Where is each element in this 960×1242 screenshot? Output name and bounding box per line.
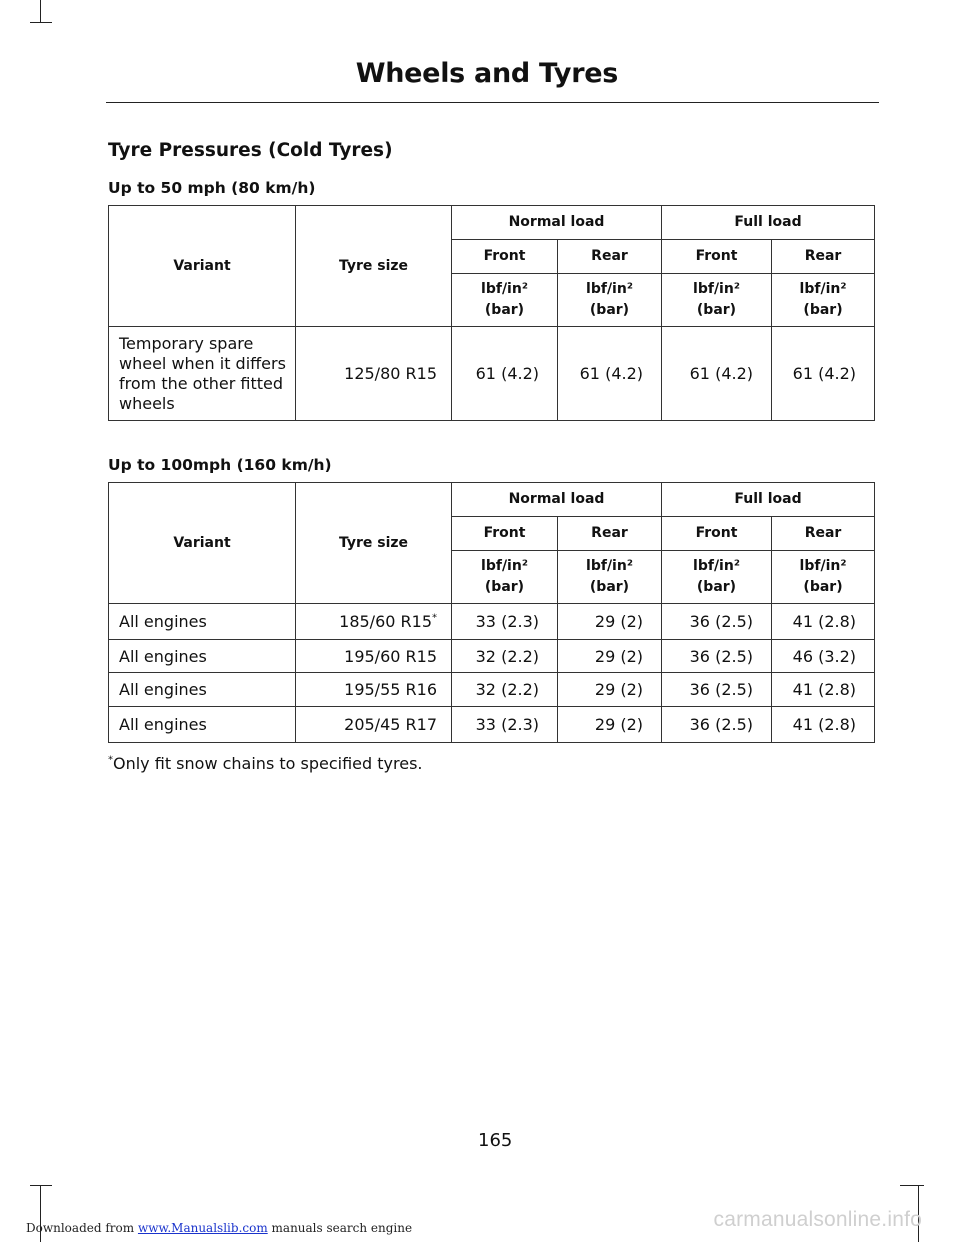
page-number: 165	[478, 1130, 513, 1151]
unit-header	[662, 274, 772, 327]
tyre-size-value: 185/60 R15	[339, 612, 432, 631]
normal-front-cell: 32 (2.2)	[452, 640, 558, 673]
unit-sub-label: (bar)	[589, 579, 630, 595]
variant-cell: All engines	[109, 604, 296, 640]
column-header-normal-load: Normal load	[452, 483, 662, 517]
column-header-variant: Variant	[109, 206, 296, 327]
unit-sub-label: (bar)	[803, 579, 843, 595]
normal-front-cell: 33 (2.3)	[452, 604, 558, 640]
column-header-full-load: Full load	[662, 483, 875, 517]
unit-header	[662, 551, 772, 604]
footnote	[108, 754, 422, 773]
normal-rear-cell: 29 (2)	[558, 707, 662, 743]
column-header-rear: Rear	[558, 517, 662, 551]
unit-label: lbf/in²	[481, 281, 528, 297]
watermark-text: carmanualsonline.info	[713, 1208, 922, 1231]
unit-header	[558, 274, 662, 327]
unit-label: lbf/in²	[799, 558, 847, 574]
tyre-size-value: 205/45 R17	[344, 715, 437, 734]
table-row	[109, 604, 875, 640]
full-front-cell: 36 (2.5)	[662, 673, 772, 707]
normal-rear-cell: 29 (2)	[558, 673, 662, 707]
full-front-cell: 36 (2.5)	[662, 640, 772, 673]
tyre-size-value: 125/80 R15	[344, 364, 437, 383]
variant-cell: All engines	[109, 707, 296, 743]
header-divider	[106, 102, 879, 103]
tyre-size-value: 195/60 R15	[344, 646, 437, 666]
tyre-pressure-table	[108, 205, 875, 421]
tyre-size-cell	[296, 673, 452, 707]
variant-cell: All engines	[109, 673, 296, 707]
variant-cell: All engines	[109, 640, 296, 673]
unit-sub-label: (bar)	[589, 302, 630, 318]
manualslib-link[interactable]: www.Manualslib.com	[137, 1221, 268, 1235]
table-subtitle: Up to 100mph (160 km/h)	[108, 456, 332, 474]
normal-front-cell: 33 (2.3)	[452, 707, 558, 743]
footnote-marker: *	[432, 612, 437, 624]
full-front-cell: 36 (2.5)	[662, 604, 772, 640]
unit-label: lbf/in²	[693, 281, 740, 297]
column-header-tyre-size: Tyre size	[296, 483, 452, 604]
unit-header	[772, 274, 875, 327]
table-row	[109, 673, 875, 707]
tyre-size-cell	[296, 604, 452, 640]
column-header-rear: Rear	[558, 240, 662, 274]
normal-front-cell: 32 (2.2)	[452, 673, 558, 707]
unit-sub-label: (bar)	[696, 302, 737, 318]
unit-sub-label: (bar)	[484, 302, 525, 318]
footer-suffix: manuals search engine	[271, 1221, 413, 1235]
normal-rear-cell: 29 (2)	[558, 604, 662, 640]
column-header-front: Front	[452, 517, 558, 551]
column-header-front: Front	[452, 240, 558, 274]
column-header-normal-load: Normal load	[452, 206, 662, 240]
footnote-text: Only fit snow chains to specified tyres.	[113, 754, 423, 773]
unit-header	[772, 551, 875, 604]
full-rear-cell: 61 (4.2)	[772, 327, 875, 421]
unit-label: lbf/in²	[693, 558, 740, 574]
normal-front-cell: 61 (4.2)	[452, 327, 558, 421]
footer-prefix: Downloaded from	[26, 1221, 135, 1235]
column-header-full-load: Full load	[662, 206, 875, 240]
tyre-size-cell	[296, 640, 452, 673]
crop-mark	[900, 1185, 924, 1186]
table-subtitle: Up to 50 mph (80 km/h)	[108, 179, 316, 197]
unit-sub-label: (bar)	[803, 302, 843, 318]
crop-mark	[30, 1185, 52, 1186]
tyre-size-cell	[296, 707, 452, 743]
full-rear-cell: 41 (2.8)	[772, 707, 875, 743]
unit-label: lbf/in²	[481, 558, 528, 574]
unit-sub-label: (bar)	[696, 579, 737, 595]
column-header-variant: Variant	[109, 483, 296, 604]
table-row	[109, 327, 875, 421]
column-header-front: Front	[662, 240, 772, 274]
tyre-pressure-table	[108, 482, 875, 743]
normal-rear-cell: 61 (4.2)	[558, 327, 662, 421]
full-front-cell: 61 (4.2)	[662, 327, 772, 421]
unit-label: lbf/in²	[586, 558, 633, 574]
unit-header	[452, 551, 558, 604]
crop-mark	[40, 0, 41, 22]
column-header-rear: Rear	[772, 517, 875, 551]
column-header-tyre-size: Tyre size	[296, 206, 452, 327]
full-rear-cell: 41 (2.8)	[772, 604, 875, 640]
unit-sub-label: (bar)	[484, 579, 525, 595]
full-rear-cell: 41 (2.8)	[772, 673, 875, 707]
section-title: Tyre Pressures (Cold Tyres)	[108, 140, 393, 161]
full-front-cell: 36 (2.5)	[662, 707, 772, 743]
table-row	[109, 640, 875, 673]
tyre-size-cell	[296, 327, 452, 421]
unit-label: lbf/in²	[586, 281, 633, 297]
full-rear-cell: 46 (3.2)	[772, 640, 875, 673]
tyre-size-value: 195/55 R16	[344, 680, 437, 699]
column-header-front: Front	[662, 517, 772, 551]
table-row	[109, 707, 875, 743]
page-header-title: Wheels and Tyres	[355, 58, 618, 89]
crop-mark	[30, 22, 52, 23]
unit-label: lbf/in²	[799, 281, 847, 297]
column-header-rear: Rear	[772, 240, 875, 274]
download-footer	[26, 1221, 412, 1235]
unit-header	[558, 551, 662, 604]
variant-cell: Temporary spare wheel when it differs from the other fitted wheels	[109, 327, 296, 421]
footnote-marker: *	[108, 754, 113, 766]
normal-rear-cell: 29 (2)	[558, 640, 662, 673]
unit-header	[452, 274, 558, 327]
